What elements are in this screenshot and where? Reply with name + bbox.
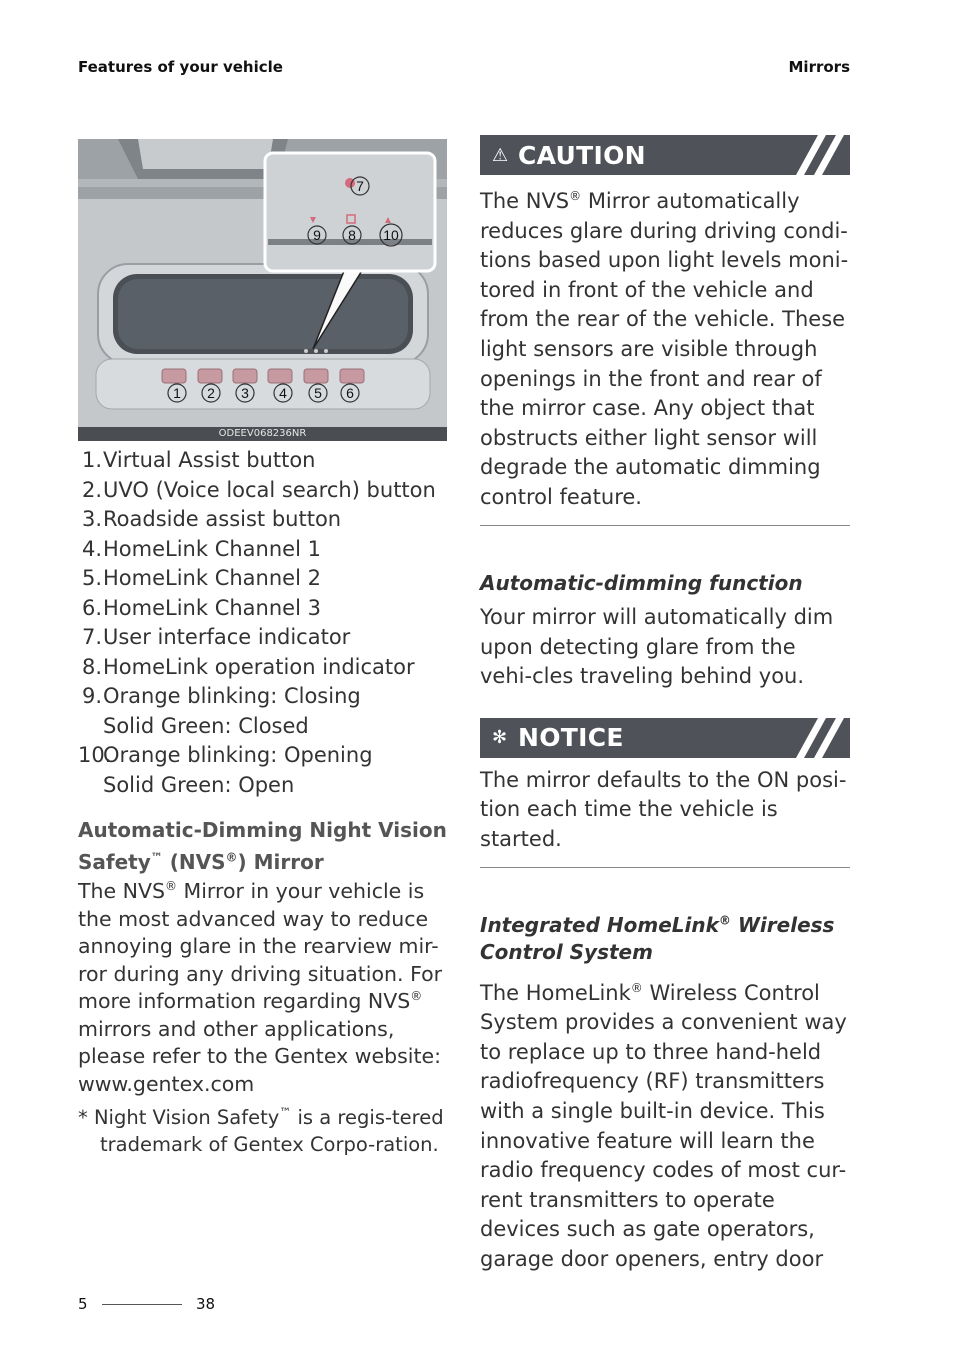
footer-page-number: 38 [196,1295,216,1313]
callout-1: 1 [173,385,181,401]
list-item [78,623,448,653]
callout-9: 9 [313,227,321,243]
list-number: 10. [78,743,112,767]
callout-6: 6 [346,385,354,401]
list-text: Orange blinking: Closing [103,684,361,708]
autodim-text: Your mirror will automatically dim upon detecting glare from the vehi-cles traveling behind you. [480,605,834,689]
notice-banner [480,718,850,758]
homelink-title: Integrated HomeLink® Wireless Control System [480,912,835,965]
list-number: 4. [81,536,102,561]
list-subtext: Solid Green: Closed [103,713,309,738]
callout-7: 7 [356,178,364,194]
autodim-title: Automatic-dimming function [480,570,803,595]
trademark-footnote: * Night Vision Safety™ is a regis-tered trademark of Gentex Corpo-ration. [78,1105,444,1156]
list-number: 6. [81,595,102,620]
right-column [480,135,850,1275]
list-item [78,741,448,800]
figure-caption: ODEEV068236NR [78,427,447,441]
mirror-illustration [78,139,447,441]
divider [480,867,850,868]
slash-decoration-icon [788,135,850,175]
list-item [78,535,448,565]
list-text: HomeLink Channel 2 [103,566,321,590]
list-text: Roadside assist button [103,507,342,531]
list-number: 9. [81,684,102,708]
footer-section-number: 5 [78,1295,88,1313]
mirror-figure [78,139,447,441]
callout-4: 4 [279,385,287,401]
callout-5: 5 [314,385,322,401]
slash-decoration-icon [788,718,850,758]
list-item [78,476,448,506]
list-subtext: Solid Green: Open [103,772,295,797]
homelink-text: The HomeLink® Wireless Control System provides a convenient way to replace up to three hand-held radiofrequency (RF) transmitters with a single built-in device. This innovative feature will learn the radio frequency codes of most cur-rent transmitters to operate devices such as gate operators, garage door openers, entry door [480,980,847,1271]
caution-label: CAUTION [518,140,646,170]
list-item [78,682,448,741]
nvs-paragraph: The NVS® Mirror in your vehicle is the most advanced way to reduce annoying glare in the rearview mir-ror during any driving situation. For more information regarding NVS® mirrors and other applications, please refer to the Gentex website: www.gentex.com [78,879,443,1096]
callout-8: 8 [348,227,356,243]
list-number: 3. [81,507,102,531]
caution-text: The NVS® Mirror automatically reduces glare during driving condi-tions based upon light levels moni-tored in front of the vehicle and from the rear of the vehicle. These light sensors are visible through openings in the front and rear of the mirror case. Any object that obstructs either light sensor will degrade the automatic dimming control feature. [480,189,849,509]
list-item [78,505,448,535]
header-section-title: Features of your vehicle [78,58,283,76]
list-item [78,564,448,594]
notice-icon: ✻ [492,727,508,749]
list-item [78,653,448,683]
nvs-section-title: Automatic-Dimming Night Vision Safety™ (NVS®) Mirror [78,818,447,874]
left-column [78,446,448,1158]
list-number: 7. [81,625,102,649]
list-text: HomeLink operation indicator [103,654,415,679]
list-item [78,594,448,624]
list-text: HomeLink Channel 3 [103,595,321,620]
list-number: 2. [81,477,102,502]
list-text: UVO (Voice local search) button [103,477,436,502]
callout-3: 3 [241,385,249,401]
list-text: User interface indicator [103,625,351,649]
callout-10: 10 [383,227,399,243]
list-number: 8. [81,654,102,679]
footer-rule [102,1304,182,1305]
warning-icon: ⚠ [492,144,509,166]
notice-label: NOTICE [518,723,624,753]
header-chapter-title: Mirrors [788,58,850,76]
notice-text: The mirror defaults to the ON posi-tion each time the vehicle is started. [480,767,847,851]
list-text: Orange blinking: Opening [103,743,373,767]
list-item [78,446,448,476]
list-text: Virtual Assist button [103,448,316,472]
list-text: HomeLink Channel 1 [103,536,321,561]
caution-banner [480,135,850,175]
callout-2: 2 [207,385,215,401]
list-number: 1. [81,448,102,472]
divider [480,525,850,526]
button-list [78,446,448,800]
list-number: 5. [81,566,102,590]
